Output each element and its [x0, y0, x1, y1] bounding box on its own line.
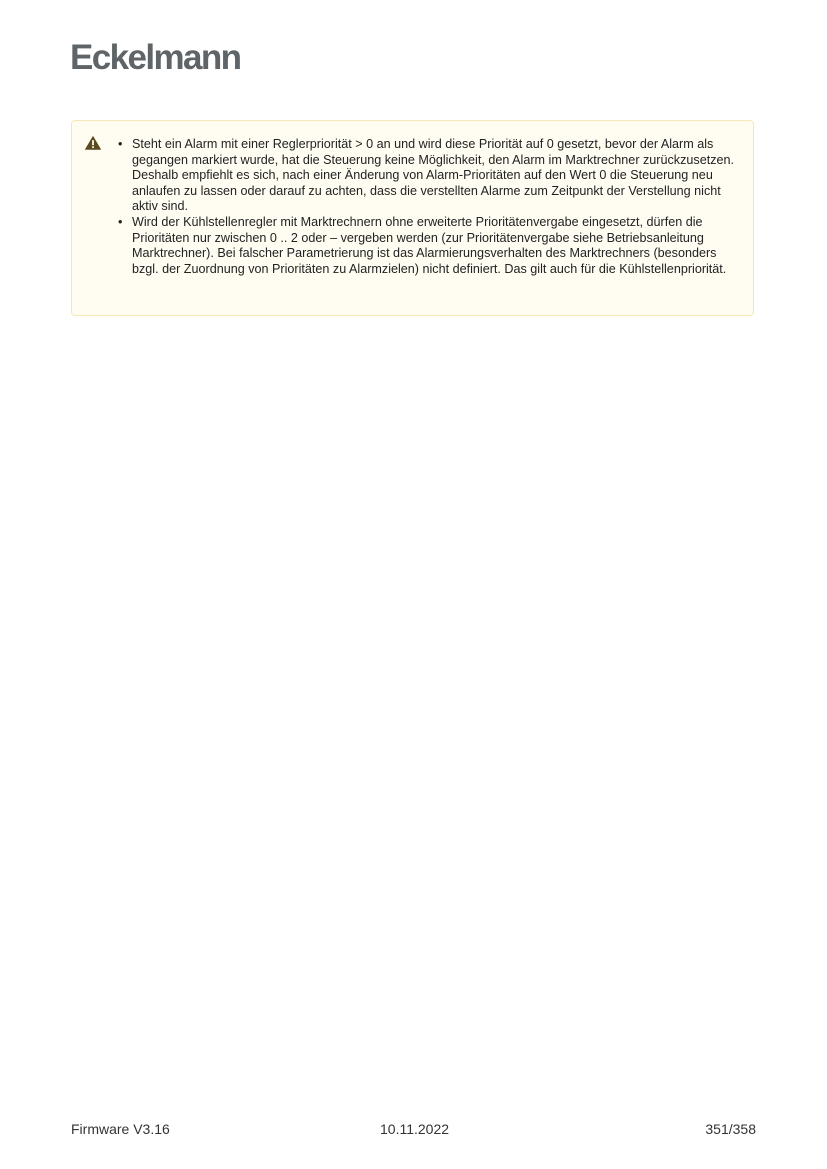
- footer-date: 10.11.2022: [380, 1121, 450, 1137]
- footer-firmware: Firmware V3.16: [71, 1121, 170, 1137]
- warning-text: Wird der Kühlstellenregler mit Marktrechnern ohne erweiterte Prioritätenvergabe eingesetzt, dürfen die Prioritäten nur zwischen 0 .. 2 oder – vergeben werden (zur Prioritätenvergabe siehe Betriebsanleitung Marktrechner). Bei falscher Parametrierung ist das Alarmierungsverhalten des Marktrechners (besonders bzgl. der Zuordnung von Prioritäten zu Alarmzielen) nicht definiert. Das gilt auch für die Kühlstellenpriorität.: [132, 214, 727, 276]
- warning-box: [71, 120, 754, 316]
- warning-list-item: [116, 215, 746, 277]
- eckelmann-logo: Eckelmann: [70, 38, 241, 77]
- footer-page-number: 351/358: [705, 1121, 756, 1137]
- warning-list: [116, 137, 746, 277]
- bullet: •: [118, 214, 123, 229]
- warning-triangle-icon: [85, 136, 101, 150]
- bullet: •: [118, 137, 123, 151]
- warning-text: Steht ein Alarm mit einer Reglerpriorität > 0 an und wird diese Priorität auf 0 gesetzt, bevor der Alarm als gegangen markiert wurde, hat die Steuerung keine Möglichkeit, den Alarm im Marktrechner zurückzusetzen. Deshalb empfiehlt es sich, nach einer Änderung von Alarm-Prioritäten auf den Wert 0 die Steuerung neu anlaufen zu lassen oder darauf zu achten, dass die verstellten Alarme zum Zeitpunkt der Verstellung nicht aktiv sind.: [132, 137, 735, 214]
- warning-list-item: [116, 137, 746, 215]
